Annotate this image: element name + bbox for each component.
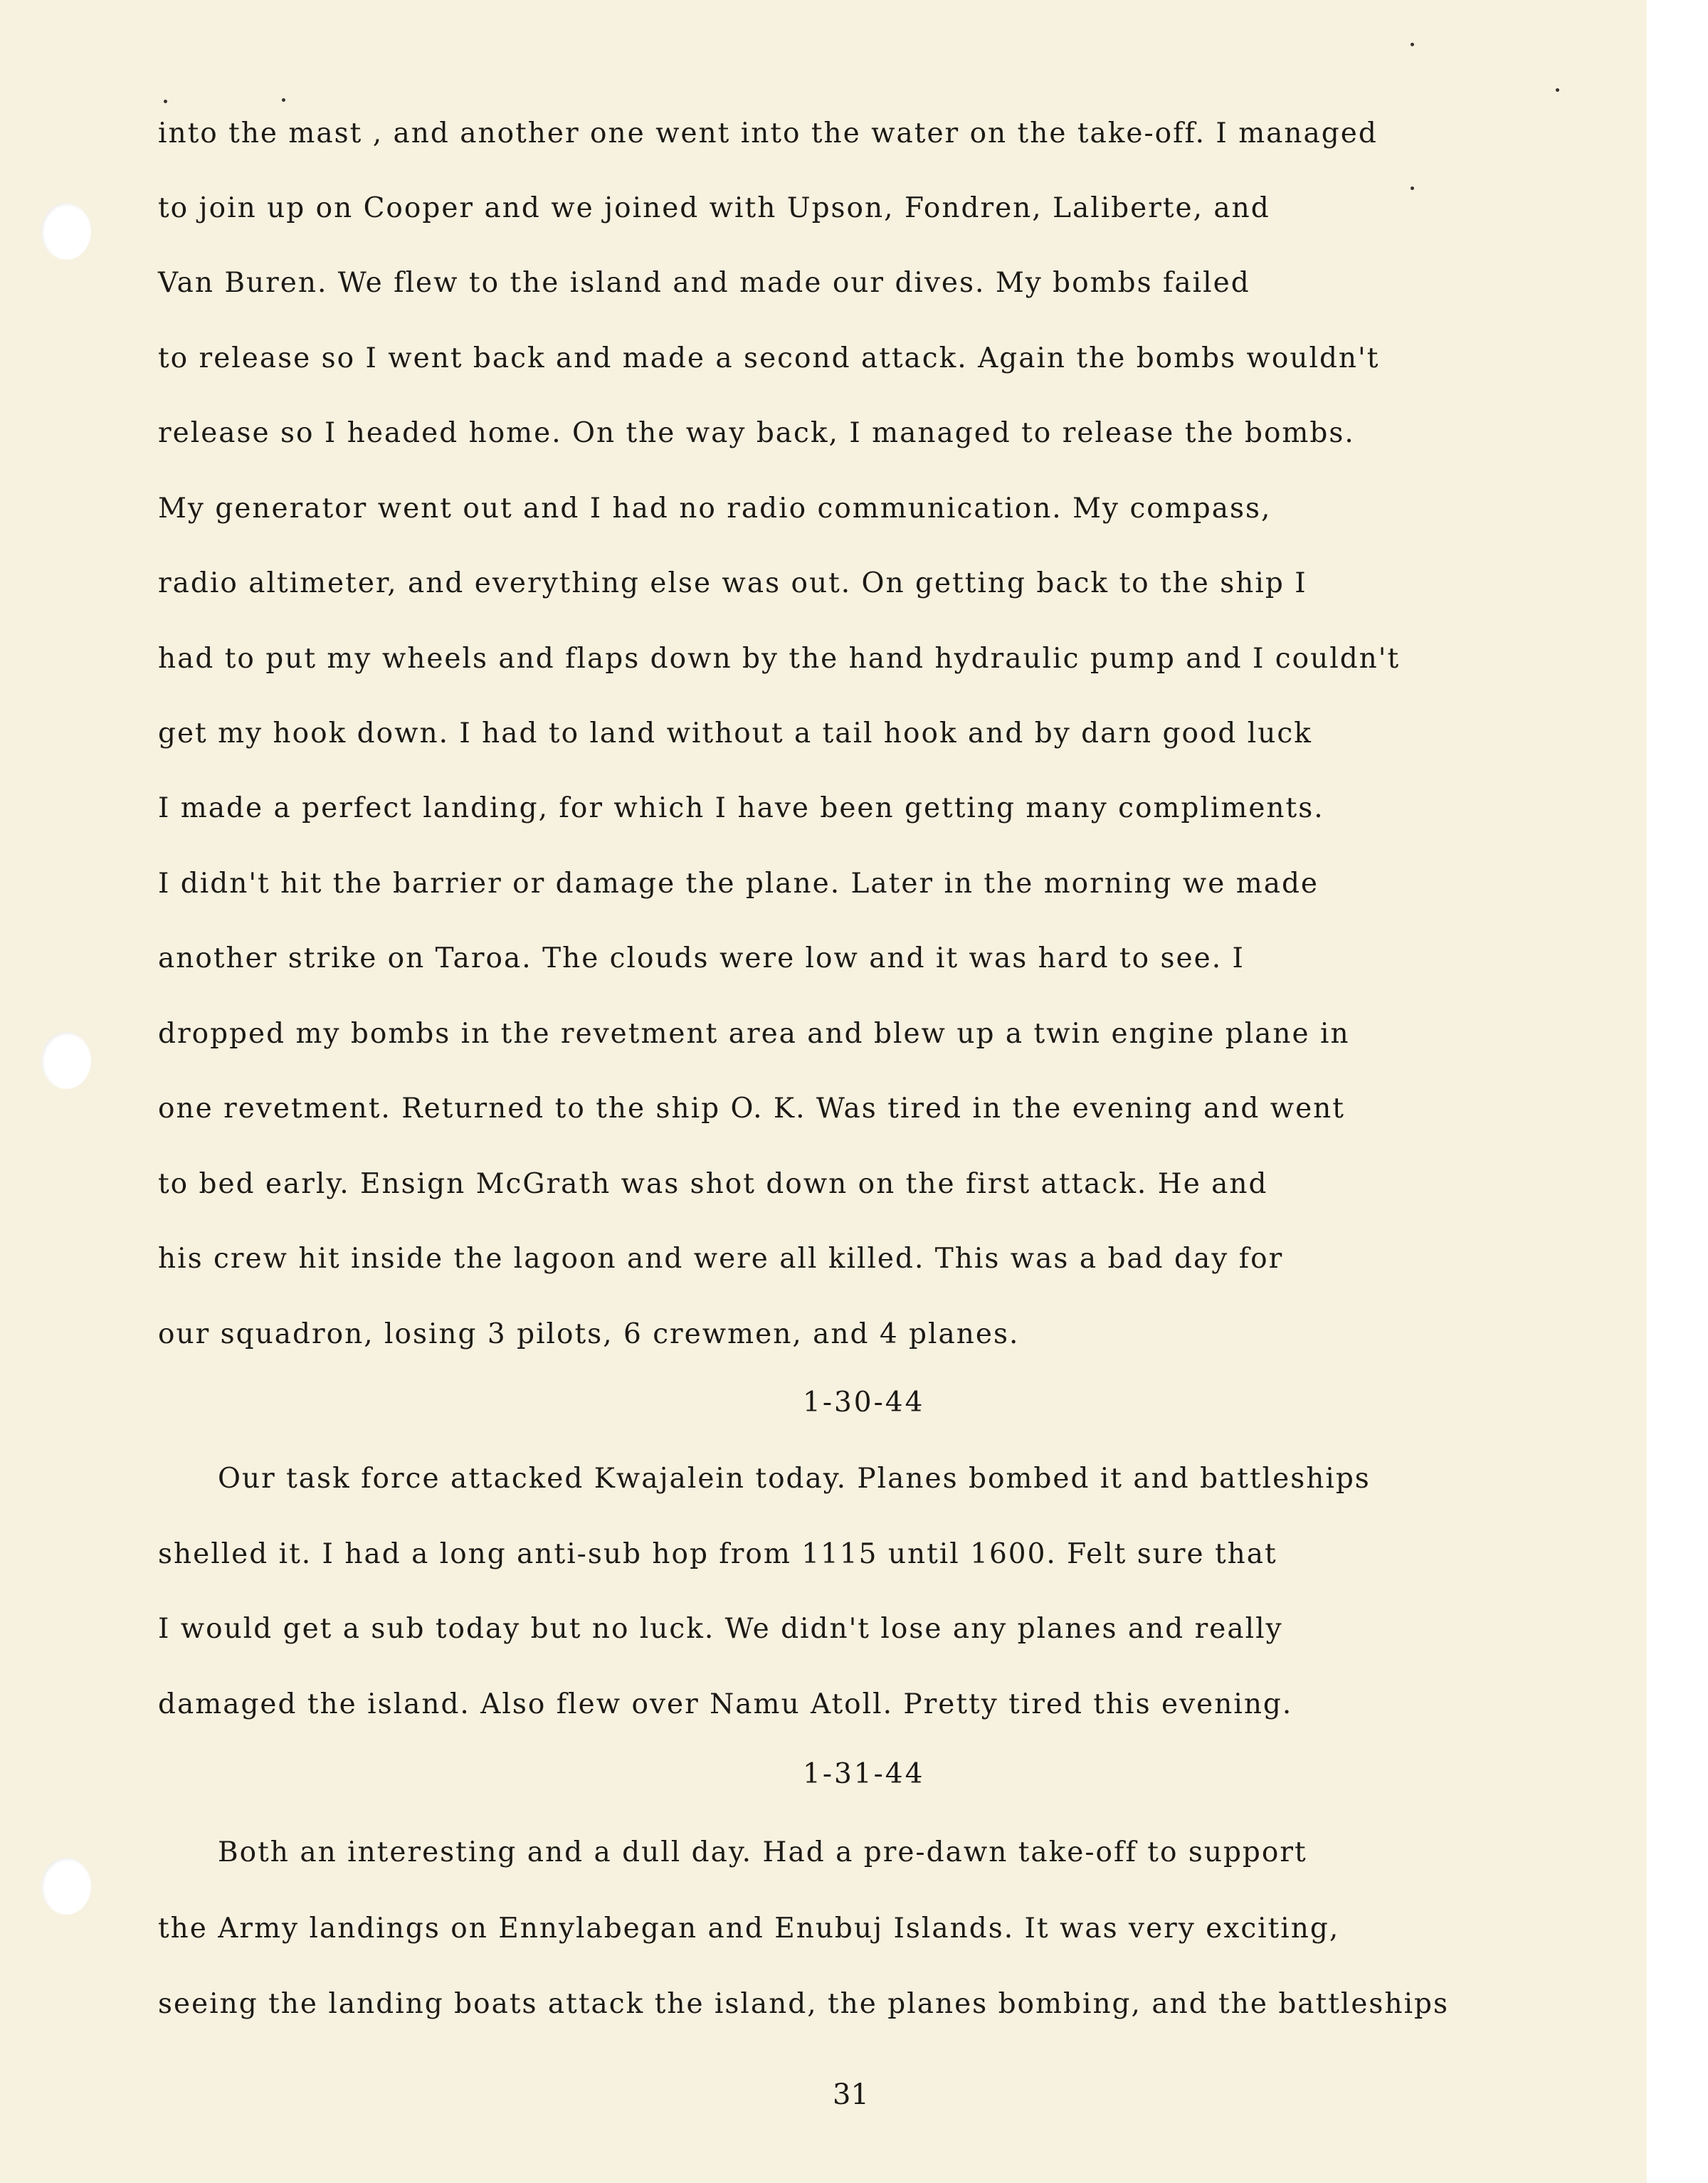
ink-speck: [164, 100, 167, 103]
text-line: seeing the landing boats attack the island, the planes bombing, and the battleships: [158, 1988, 1450, 2020]
text-line: My generator went out and I had no radio communication. My compass,: [158, 493, 1272, 525]
text-line: Both an interesting and a dull day. Had a pre-dawn take-off to support: [218, 1836, 1307, 1868]
text-line: into the mast , and another one went into the water on the take-off. I managed: [158, 117, 1378, 149]
text-line: Van Buren. We flew to the island and made our dives. My bombs failed: [158, 267, 1250, 299]
text-line: to release so I went back and made a second attack. Again the bombs wouldn't: [158, 342, 1380, 374]
text-line: had to put my wheels and flaps down by the hand hydraulic pump and I couldn't: [158, 643, 1401, 675]
entry-date: 1-31-44: [803, 1758, 925, 1790]
text-line: another strike on Taroa. The clouds were low and it was hard to see. I: [158, 942, 1245, 974]
text-line: his crew hit inside the lagoon and were all killed. This was a bad day for: [158, 1243, 1284, 1275]
text-line: our squadron, losing 3 pilots, 6 crewmen, and 4 planes.: [158, 1318, 1020, 1350]
text-line: release so I headed home. On the way back, I managed to release the bombs.: [158, 417, 1355, 449]
text-line: Our task force attacked Kwajalein today. Planes bombed it and battleships: [218, 1463, 1371, 1495]
binder-hole: [41, 1032, 91, 1089]
text-line: to bed early. Ensign McGrath was shot down on the first attack. He and: [158, 1168, 1268, 1200]
binder-hole: [41, 203, 91, 260]
text-line: I made a perfect landing, for which I have been getting many compliments.: [158, 792, 1324, 824]
ink-speck: [282, 98, 285, 102]
text-line: the Army landings on Ennylabegan and Enubuj Islands. It was very exciting,: [158, 1913, 1340, 1945]
text-line: I would get a sub today but no luck. We didn't lose any planes and really: [158, 1613, 1283, 1645]
page-number: 31: [833, 2078, 869, 2111]
text-line: damaged the island. Also flew over Namu Atoll. Pretty tired this evening.: [158, 1688, 1293, 1720]
text-line: to join up on Cooper and we joined with Upson, Fondren, Laliberte, and: [158, 192, 1270, 224]
text-line: I didn't hit the barrier or damage the plane. Later in the morning we made: [158, 868, 1319, 900]
text-line: one revetment. Returned to the ship O. K. Was tired in the evening and went: [158, 1093, 1345, 1125]
binder-hole: [41, 1858, 91, 1915]
text-line: radio altimeter, and everything else was out. On getting back to the ship I: [158, 567, 1307, 599]
entry-date: 1-30-44: [803, 1387, 925, 1419]
text-line: dropped my bombs in the revetment area and blew up a twin engine plane in: [158, 1018, 1350, 1050]
text-line: shelled it. I had a long anti-sub hop from 1115 until 1600. Felt sure that: [158, 1538, 1277, 1570]
text-line: get my hook down. I had to land without a tail hook and by darn good luck: [158, 717, 1312, 749]
ink-speck: [1556, 88, 1559, 92]
ink-speck: [1411, 186, 1414, 190]
background-edge: [1647, 0, 1708, 2183]
ink-speck: [1411, 43, 1414, 46]
